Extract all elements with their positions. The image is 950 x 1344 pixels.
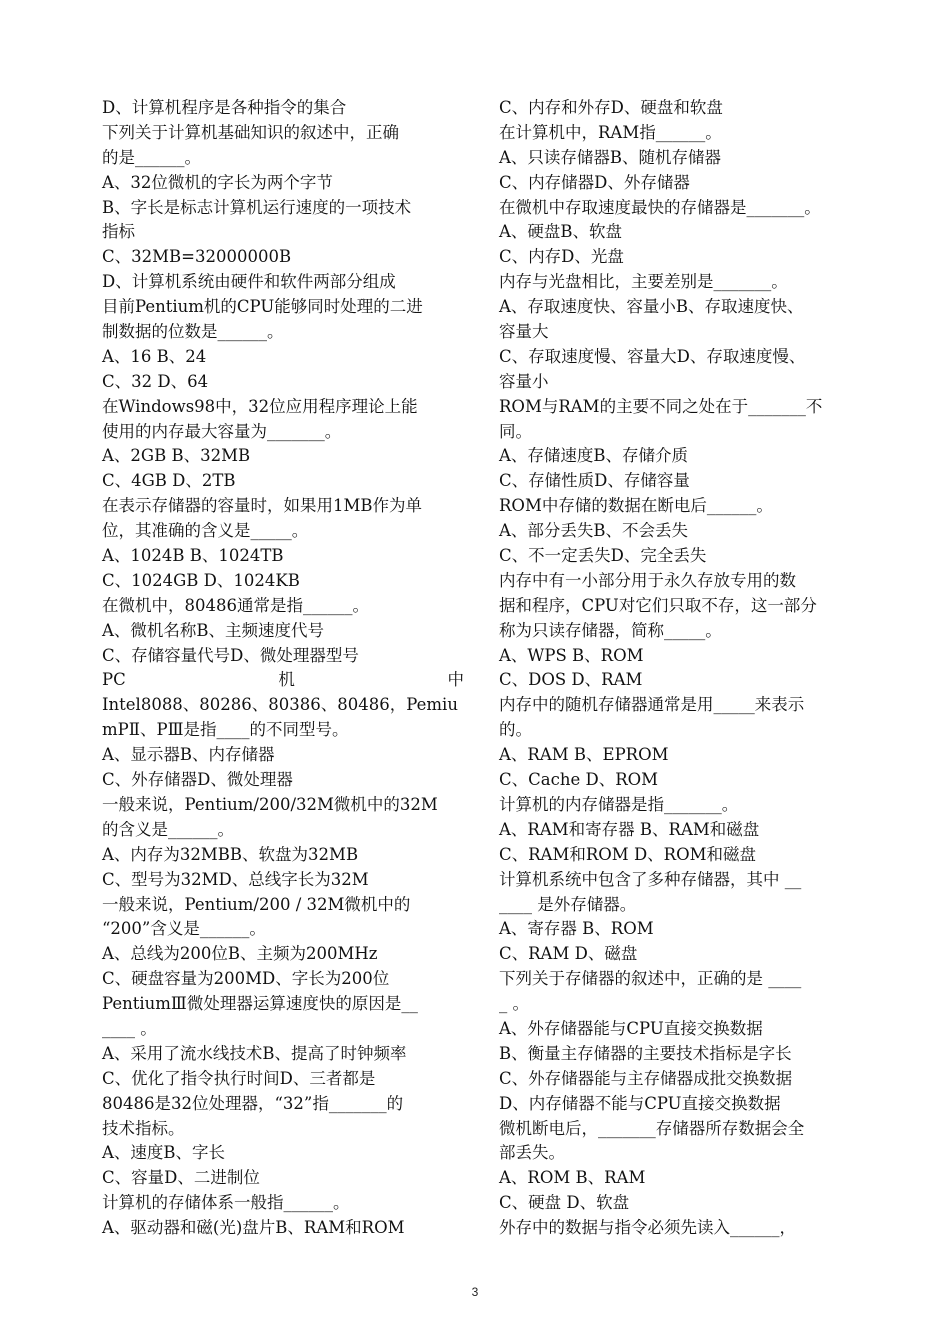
text-line: 容量大 [499, 322, 549, 342]
text-line: 目前Pentium机的CPU能够同时处理的二进 [102, 297, 423, 317]
text-line: A、内存为32MBB、软盘为32MB [102, 844, 359, 864]
text-line: A、1024B B、1024TB [102, 546, 284, 566]
text-fragment: PC [102, 670, 126, 690]
text-line: A、32位微机的字长为两个字节 [102, 172, 333, 192]
text-line: 的是______。 [102, 147, 201, 167]
text-line: ROM中存储的数据在断电后______。 [499, 496, 773, 516]
text-line: D、计算机系统由硬件和软件两部分组成 [102, 272, 396, 292]
text-line: C、DOS D、RAM [499, 670, 643, 690]
text-line: 内存与光盘相比，主要差别是_______。 [499, 272, 788, 292]
text-line: 计算机的存储体系一般指______。 [102, 1193, 350, 1213]
text-line: 容量小 [499, 371, 549, 391]
text-line: 在Windows98中，32位应用程序理论上能 [102, 396, 418, 416]
text-line: C、存取速度慢、容量大D、存取速度慢、 [499, 346, 806, 366]
text-line: 在表示存储器的容量时，如果用1MB作为单 [102, 496, 423, 516]
text-line: _ 。 [499, 994, 529, 1014]
text-line: C、型号为32MD、总线字长为32M [102, 869, 369, 889]
text-line: 在微机中，80486通常是指______。 [102, 595, 369, 615]
text-line: C、内存和外存D、硬盘和软盘 [499, 98, 723, 117]
text-line: C、内存储器D、外存储器 [499, 172, 690, 192]
text-line: A、2GB B、32MB [102, 446, 251, 466]
text-line: 微机断电后，_______存储器所存数据会全 [499, 1118, 805, 1138]
text-line: A、ROM B、RAM [499, 1168, 646, 1188]
text-line: 称为只读存储器，简称_____。 [499, 620, 722, 640]
text-line: 技术指标。 [102, 1118, 185, 1138]
text-line: D、内存储器不能与CPU直接交换数据 [499, 1093, 781, 1113]
text-line: A、总线为200位B、主频为200MHz [102, 944, 378, 964]
text-line: 内存中有一小部分用于永久存放专用的数 [499, 570, 796, 590]
text-line: A、16 B、24 [102, 346, 207, 366]
text-line: 下列关于存储器的叙述中，正确的是 ____ [499, 969, 802, 989]
text-fragment: 中 [447, 670, 464, 690]
text-line: 同。 [499, 421, 532, 441]
text-line: A、采用了流水线技术B、提高了时钟频率 [102, 1043, 407, 1063]
text-line: C、Cache D、ROM [499, 770, 659, 790]
text-line: C、32 D、64 [102, 371, 209, 391]
text-line: PentiumⅢ微处理器运算速度快的原因是__ [102, 994, 418, 1014]
text-line: 一般来说，Pentium/200 / 32M微机中的 [102, 894, 411, 914]
text-line: C、外存储器D、微处理器 [102, 770, 293, 790]
text-line: A、存取速度快、容量小B、存取速度快、 [499, 297, 804, 317]
text-line: 一般来说，Pentium/200/32M微机中的32M [102, 794, 438, 814]
text-line: 的。 [499, 720, 532, 740]
text-line: 指标 [102, 222, 135, 242]
text-line: 部丢失。 [499, 1143, 565, 1163]
text-line: A、外存储器能与CPU直接交换数据 [499, 1018, 763, 1038]
text-line: A、RAM B、EPROM [499, 745, 669, 765]
text-line: 据和程序，CPU对它们只取不存，这一部分 [499, 595, 817, 615]
text-line: 计算机的内存储器是指_______。 [499, 794, 739, 814]
text-line: mPⅡ、PⅢ是指____的不同型号。 [102, 720, 349, 740]
text-line: A、驱动器和磁(光)盘片B、RAM和ROM [102, 1218, 405, 1238]
text-line: A、显示器B、内存储器 [102, 745, 275, 765]
page-number: 3 [471, 1285, 479, 1299]
text-line: B、字长是标志计算机运行速度的一项技术 [102, 197, 412, 217]
text-line: 80486是32位处理器，“32”指_______的 [102, 1093, 404, 1113]
text-line: C、RAM和ROM D、ROM和磁盘 [499, 844, 757, 864]
right-column [499, 96, 861, 1241]
text-line: ____ 。 [102, 1018, 157, 1038]
text-line: C、硬盘容量为200MD、字长为200位 [102, 969, 390, 989]
text-line: A、速度B、字长 [102, 1143, 226, 1163]
text-line: C、RAM D、磁盘 [499, 944, 638, 964]
text-line: 在计算机中，RAM指______。 [499, 122, 722, 142]
text-line: A、只读存储器B、随机存储器 [499, 147, 722, 167]
text-line: A、WPS B、ROM [499, 645, 644, 665]
text-line: 外存中的数据与指令必须先读入______， [499, 1218, 796, 1238]
text-line: C、优化了指令执行时间D、三者都是 [102, 1068, 376, 1088]
text-line: 内存中的随机存储器通常是用_____来表示 [499, 695, 805, 715]
text-line: B、衡量主存储器的主要技术指标是字长 [499, 1043, 792, 1063]
text-line: C、32MB=32000000B [102, 247, 292, 267]
text-line: C、内存D、光盘 [499, 247, 624, 267]
text-line: ROM与RAM的主要不同之处在于_______不 [499, 396, 823, 416]
text-line: C、硬盘 D、软盘 [499, 1193, 630, 1213]
text-fragment: 机 [278, 670, 295, 690]
text-line: C、4GB D、2TB [102, 471, 236, 491]
text-line: A、RAM和寄存器 B、RAM和磁盘 [499, 819, 760, 839]
text-line: D、计算机程序是各种指令的集合 [102, 98, 347, 117]
text-line: A、微机名称B、主频速度代号 [102, 620, 325, 640]
text-line: 计算机系统中包含了多种存储器，其中 __ [499, 869, 802, 889]
text-line: A、硬盘B、软盘 [499, 222, 623, 242]
text-line: 在微机中存取速度最快的存储器是_______。 [499, 197, 821, 217]
text-line: C、存储容量代号D、微处理器型号 [102, 645, 359, 665]
text-line: C、存储性质D、存储容量 [499, 471, 690, 491]
text-line: 的含义是______。 [102, 819, 234, 839]
text-line: C、1024GB D、1024KB [102, 570, 300, 590]
text-line: A、存储速度B、存储介质 [499, 446, 689, 466]
text-line: C、不一定丢失D、完全丢失 [499, 546, 707, 566]
text-line: ____ 是外存储器。 [499, 894, 637, 914]
text-line: 位，其准确的含义是_____。 [102, 521, 309, 541]
text-line: A、部分丢失B、不会丢失 [499, 521, 689, 541]
text-line [102, 668, 464, 693]
text-line: 制数据的位数是______。 [102, 322, 284, 342]
text-line: Intel8088、80286、80386、80486，Pemiu [102, 695, 458, 715]
left-column [102, 96, 464, 1241]
text-line: “200”含义是______。 [102, 919, 266, 939]
text-line: 下列关于计算机基础知识的叙述中，正确 [102, 122, 399, 142]
text-line: C、容量D、二进制位 [102, 1168, 260, 1188]
text-line: C、外存储器能与主存储器成批交换数据 [499, 1068, 793, 1088]
text-line: 使用的内存最大容量为_______。 [102, 421, 342, 441]
text-line: A、寄存器 B、ROM [499, 919, 654, 939]
